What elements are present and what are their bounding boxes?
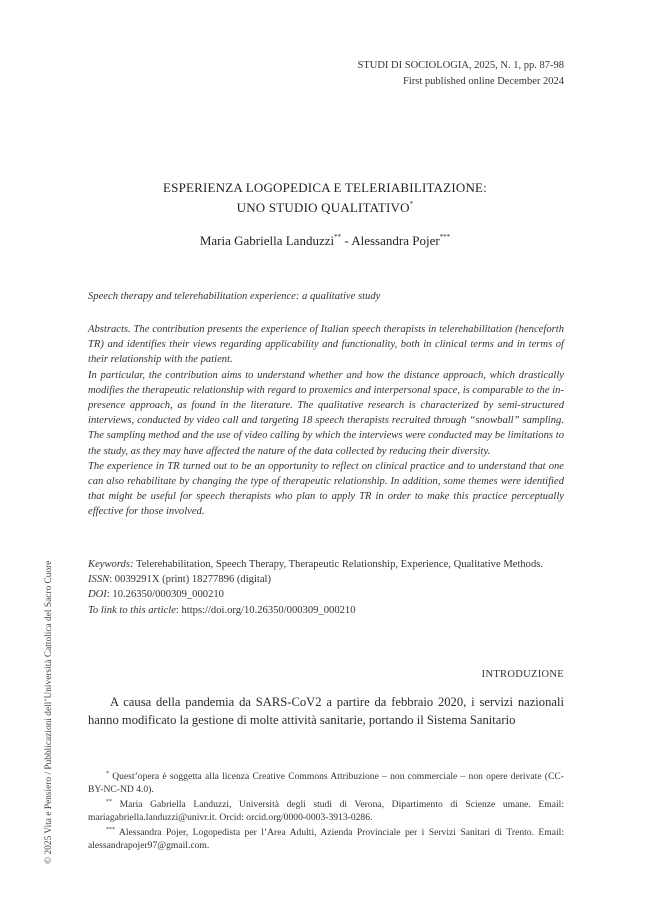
doi-label: DOI (88, 589, 107, 601)
title-footnote-mark[interactable]: * (409, 200, 414, 208)
english-title: Speech therapy and telerehabilitation experience: a qualitative study (88, 291, 381, 302)
issn-label: ISSN (88, 574, 110, 586)
title-line-2-text: UNO STUDIO QUALITATIVO (236, 200, 410, 215)
author-separator: - (341, 233, 352, 248)
abstract (88, 322, 564, 520)
journal-citation: STUDI DI SOCIOLOGIA, 2025, N. 1, pp. 87-98 (357, 60, 564, 71)
title-line-1: ESPERIENZA LOGOPEDICA E TELERIABILITAZIONE: (163, 180, 487, 195)
footnote-1-text: Quest’opera è soggetta alla licenza Creative Commons Attribuzione – non commerciale – non opere derivate (CC-BY-NC-ND 4.0). (88, 771, 564, 795)
keywords-label: Keywords: (88, 559, 134, 570)
footnotes (88, 768, 564, 853)
footnote-3 (88, 824, 564, 852)
footnote-2-text: Maria Gabriella Landuzzi, Università degli studi di Verona, Dipartimento di Scienze umane. Email: mariagabriella.landuzzi@univr.it. Orcid: orcid.org/0000-0003-3913-0286. (88, 799, 564, 823)
section-heading: INTRODUZIONE (481, 669, 564, 680)
abstract-paragraph-1: Abstracts. The contribution presents the experience of Italian speech therapists in telerehabilitation (henceforth TR) and identifies their views regarding applicability and functionality, both in clinical terms and in terms of their relationship with the patient. (88, 324, 564, 366)
issn (88, 572, 564, 587)
footnote-3-mark: *** (106, 827, 115, 834)
publication-date: First published online December 2024 (403, 76, 564, 87)
issn-value: : 0039291X (print) 18277896 (digital) (109, 574, 272, 586)
keywords (88, 557, 564, 572)
author-2-footnote-mark[interactable]: *** (439, 233, 451, 241)
author-1: Maria Gabriella Landuzzi (199, 233, 335, 248)
footnote-2-mark: ** (106, 799, 112, 806)
footnote-3-text: Alessandra Pojer, Logopedista per l’Area Adulti, Azienda Provinciale per i Servizi Sanitari di Trento. Email: alessandrapojer97@gmail.com. (88, 827, 564, 851)
footnote-1-mark: * (106, 771, 109, 777)
abstract-paragraph-3: The experience in TR turned out to be an opportunity to reflect on clinical practice and to understand that one can also rehabilitate by changing the type of therapeutic relationship. In addition, some themes were identified that might be useful for speech therapists who plan to apply TR in order to make this practice perceptually effective for those involved. (88, 460, 564, 518)
article-title (90, 180, 560, 216)
article-link-url[interactable]: : https://doi.org/10.26350/000309_000210 (175, 604, 356, 616)
article-link-label: To link to this article (88, 604, 176, 616)
journal-header (358, 58, 565, 90)
footnote-2 (88, 796, 564, 824)
publisher-copyright: © 2025 Vita e Pensiero / Pubblicazioni dell’Università Cattolica del Sacro Cuore (44, 560, 54, 864)
abstract-paragraph-2: In particular, the contribution aims to understand whether and how the distance approach, which drastically modifies the therapeutic relationship with regard to proxemics and interpersonal space, is comparable to the in-presence approach, as found in the literature. The qualitative research is characterized by semi-structured interviews, conducted by video call and targeting 18 speech therapists recruited through “snowball” sampling. The sampling method and the use of video calling by which the interviews were conducted may be limitations to the study, as they may have affected the nature of the data collected by reducing their diversity. (88, 369, 564, 457)
author-1-footnote-mark[interactable]: ** (334, 233, 342, 241)
article-metadata (88, 557, 564, 618)
footnote-1 (88, 768, 564, 796)
title-line-2 (90, 196, 560, 216)
body-paragraph: A causa della pandemia da SARS-CoV2 a partire da febbraio 2020, i servizi nazionali hanno modificato la gestione di molte attività sanitarie, portando il Sistema Sanitario (88, 695, 564, 727)
keywords-value: Telerehabilitation, Speech Therapy, Therapeutic Relationship, Experience, Qualitative Methods. (133, 559, 544, 570)
author-list (90, 233, 560, 249)
doi-value[interactable]: : 10.26350/000309_000210 (106, 589, 224, 601)
author-2: Alessandra Pojer (351, 233, 440, 248)
article-link (88, 603, 564, 618)
doi (88, 587, 564, 602)
